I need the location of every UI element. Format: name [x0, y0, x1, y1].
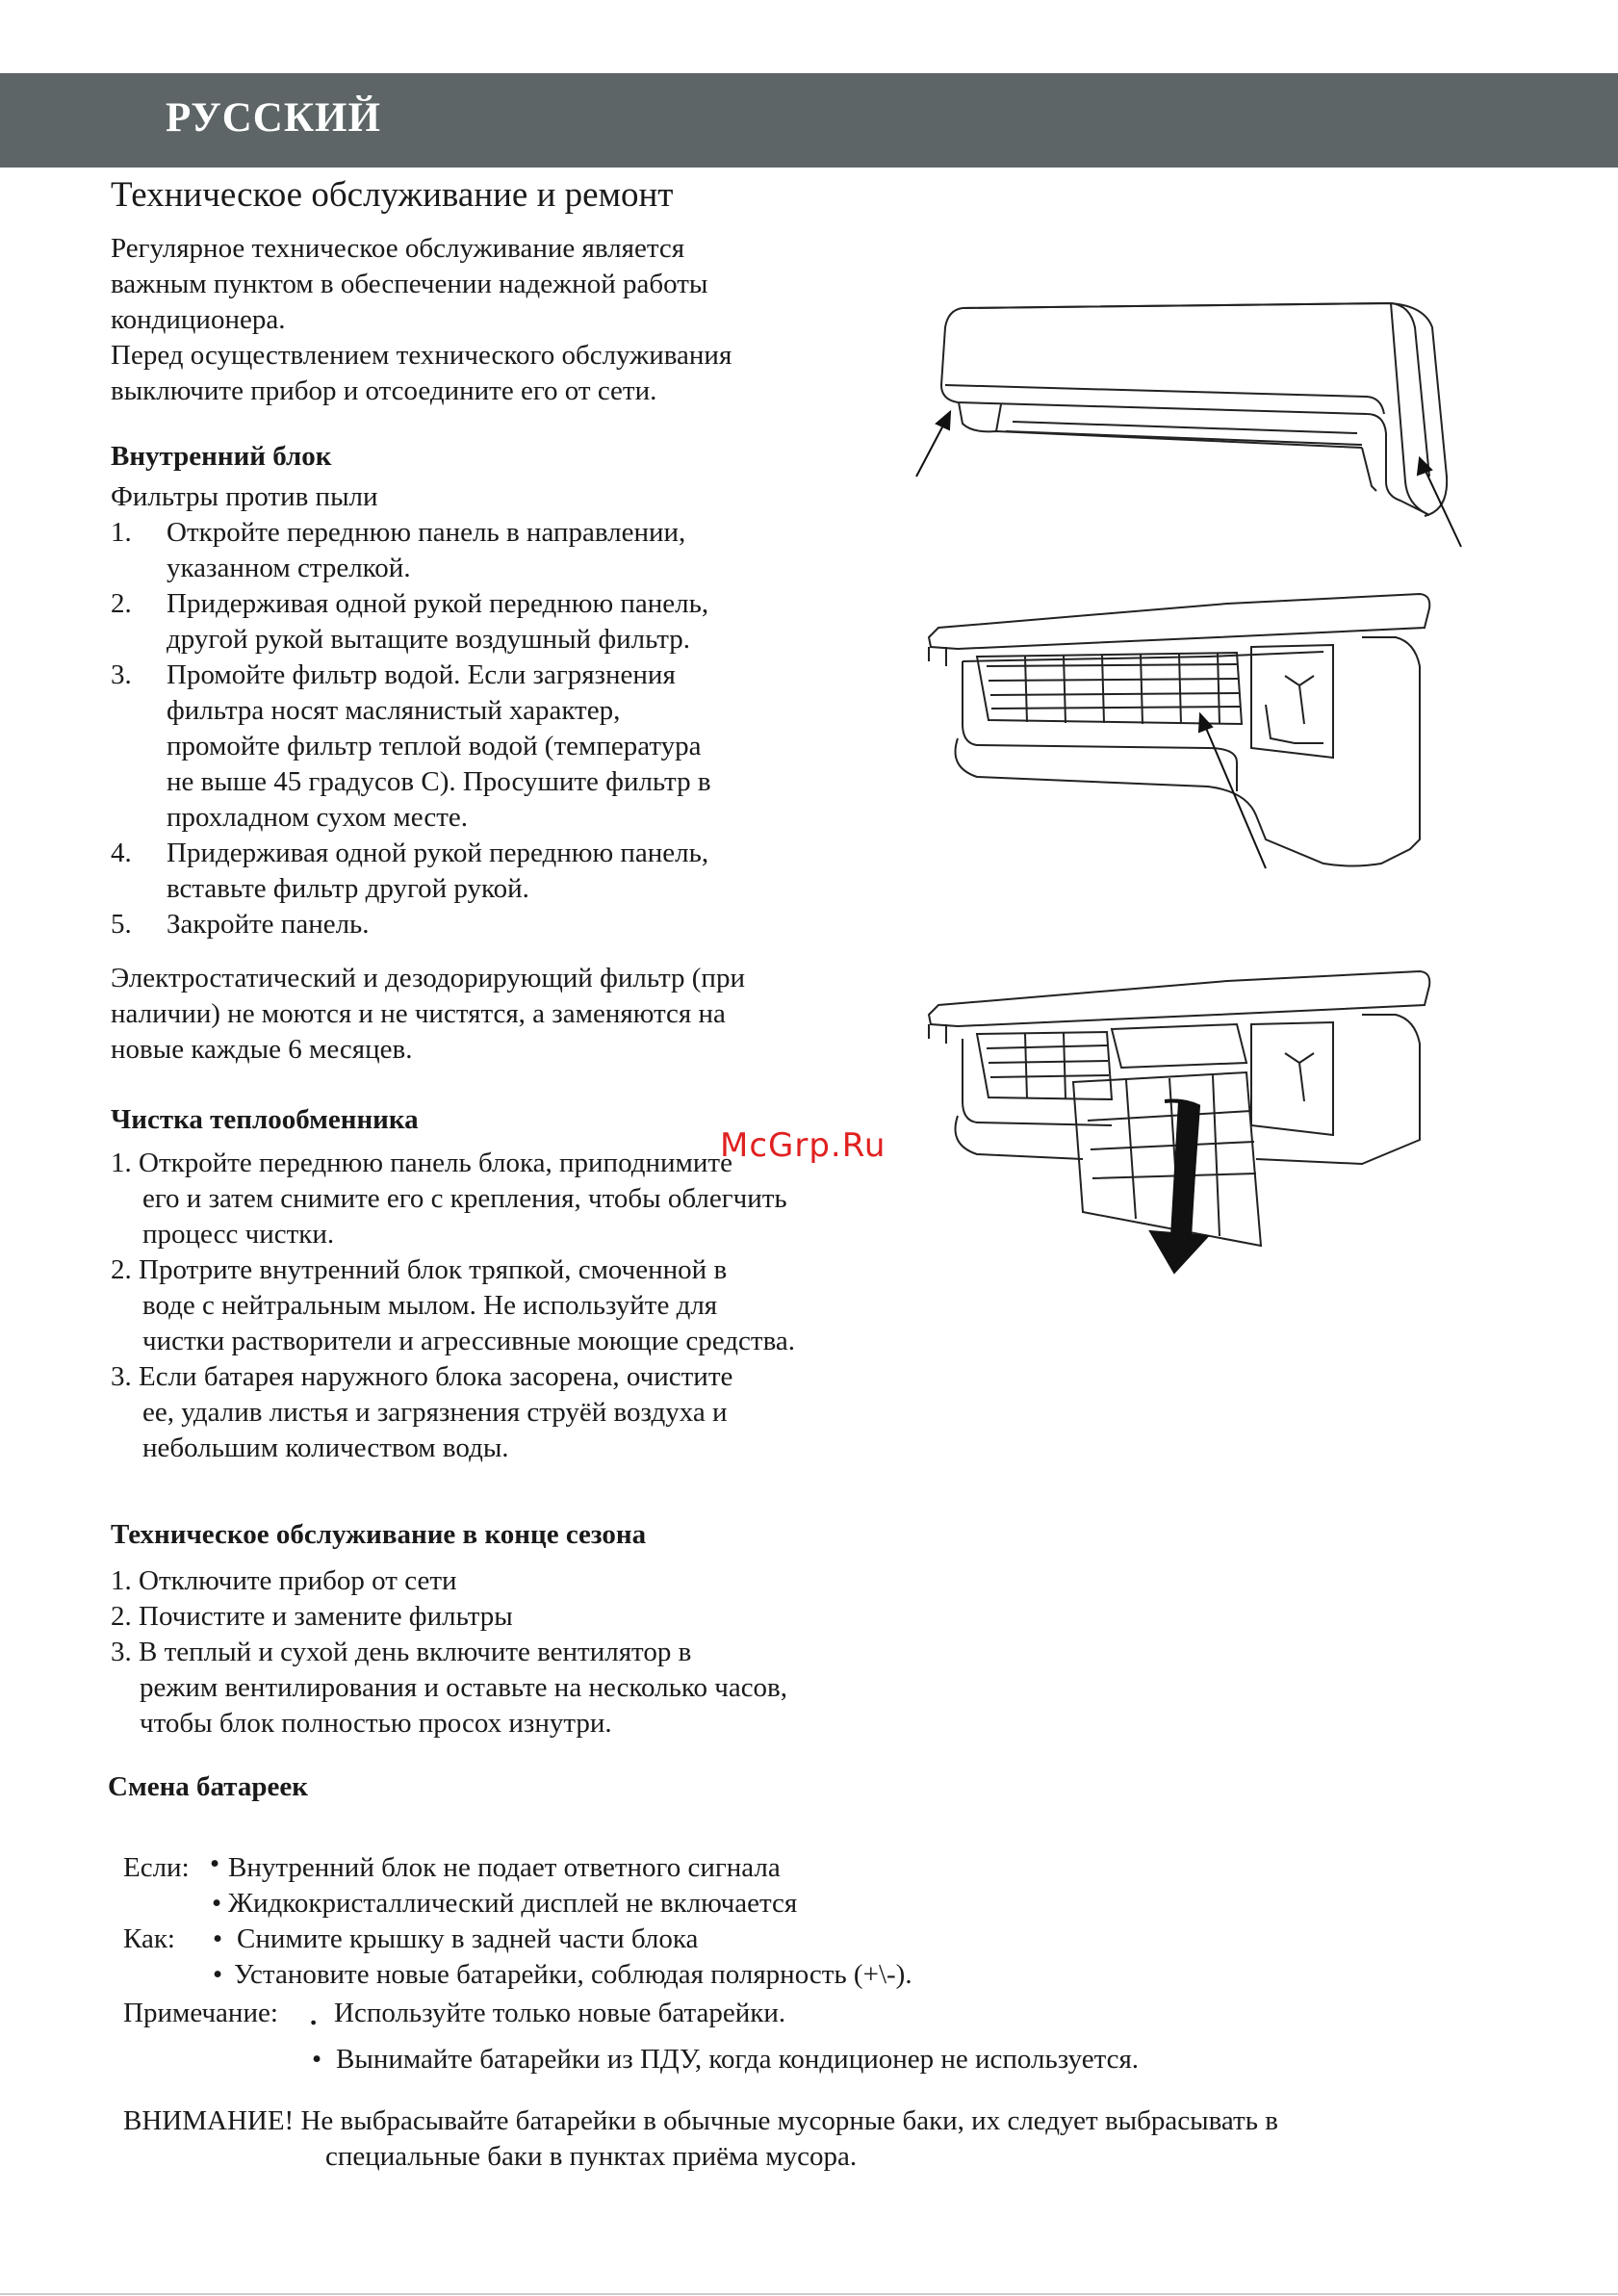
arrow-line	[916, 422, 945, 477]
warning-line: ВНИМАНИЕ! Не выбрасывайте батарейки в обычные мусорные баки, их следует выбрасывать в	[123, 2105, 1278, 2136]
filter-note-line: новые каждые 6 месяцев.	[111, 1034, 413, 1065]
how-item: Установите новые батарейки, соблюдая полярность (+\-).	[234, 1959, 912, 1990]
list-number: 1.	[111, 517, 132, 548]
list-item-text: 1. Откройте переднюю панель блока, приподнимите	[111, 1148, 732, 1178]
down-arrow-icon	[1150, 1101, 1208, 1273]
language-header	[0, 73, 1618, 168]
section-heading-heat-exchanger: Чистка теплообменника	[111, 1104, 419, 1135]
list-item-text: не выше 45 градусов С). Просушите фильтр в	[167, 766, 711, 797]
bullet: •	[213, 1923, 223, 1954]
list-item-text: Придерживая одной рукой переднюю панель,	[167, 588, 709, 619]
filter-note-line: Электростатический и дезодорирующий фильтр (при	[111, 963, 745, 993]
if-item: Жидкокристаллический дисплей не включается	[228, 1888, 798, 1919]
section-heading-batteries: Смена батареек	[108, 1771, 308, 1802]
section-heading-indoor: Внутренний блок	[111, 441, 332, 472]
bullet: •	[210, 1848, 220, 1879]
intro-line: выключите прибор и отсоедините его от сети.	[111, 375, 657, 406]
ac-unit-filter-removal-illustration	[919, 967, 1463, 1275]
list-item-text: Придерживая одной рукой переднюю панель,	[167, 838, 709, 868]
list-number: 5.	[111, 909, 132, 940]
list-item-text: 1. Отключите прибор от сети	[111, 1565, 457, 1596]
list-number: 3.	[111, 659, 132, 690]
page-title: Техническое обслуживание и ремонт	[111, 175, 674, 215]
list-item-text: 3. В теплый и сухой день включите вентилятор в	[111, 1637, 692, 1667]
list-item-text: промойте фильтр теплой водой (температура	[167, 731, 702, 761]
list-item-text: Откройте переднюю панель в направлении,	[167, 517, 686, 548]
list-item-text: его и затем снимите его с крепления, чтобы облегчить	[142, 1183, 787, 1214]
list-item-text: чистки растворители и агрессивные моющие средства.	[142, 1326, 796, 1356]
warning-line: специальные баки в пунктах приёма мусора.	[325, 2141, 858, 2172]
list-item-text: чтобы блок полностью просох изнутри.	[140, 1708, 612, 1739]
section-heading-season-end: Техническое обслуживание в конце сезона	[111, 1519, 647, 1550]
intro-line: важным пунктом в обеспечении надежной работы	[111, 269, 708, 299]
if-label: Если:	[123, 1852, 190, 1883]
list-item-text: Закройте панель.	[167, 909, 370, 940]
how-label: Как:	[123, 1923, 175, 1954]
ac-unit-closed-illustration	[905, 289, 1463, 558]
intro-line: кондиционера.	[111, 304, 286, 335]
bullet: .	[310, 2000, 318, 2031]
filter-note-line: наличии) не моются и не чистятся, а заменяются на	[111, 998, 726, 1029]
list-item-text: воде с нейтральным мылом. Не используйте для	[142, 1290, 718, 1321]
bullet: •	[212, 1888, 222, 1919]
intro-line: Регулярное техническое обслуживание является	[111, 233, 685, 264]
list-number: 4.	[111, 838, 132, 868]
ac-unit-open-panel-illustration	[919, 589, 1463, 878]
list-item-text: указанном стрелкой.	[167, 553, 411, 583]
list-item-text: 2. Почистите и замените фильтры	[111, 1601, 513, 1632]
note-item: Вынимайте батарейки из ПДУ, когда кондиционер не используется.	[336, 2044, 1140, 2075]
list-item-text: вставьте фильтр другой рукой.	[167, 873, 529, 904]
list-item-text: прохладном сухом месте.	[167, 802, 469, 833]
list-item-text: режим вентилирования и оставьте на несколько часов,	[140, 1672, 788, 1703]
arrow-head	[937, 412, 950, 429]
list-item-text: ее, удалив листья и загрязнения струёй воздуха и	[142, 1397, 728, 1428]
how-item: Снимите крышку в задней части блока	[237, 1923, 699, 1954]
list-item-text: другой рукой вытащите воздушный фильтр.	[167, 624, 691, 655]
list-item-text: 3. Если батарея наружного блока засорена, очистите	[111, 1361, 733, 1392]
note-label: Примечание:	[123, 1998, 278, 2028]
list-item-text: Промойте фильтр водой. Если загрязнения	[167, 659, 676, 690]
list-item-text: 2. Протрите внутренний блок тряпкой, смоченной в	[111, 1254, 728, 1285]
list-item-text: небольшим количеством воды.	[142, 1432, 509, 1463]
language-title: РУССКИЙ	[166, 95, 381, 141]
note-item: Используйте только новые батарейки.	[334, 1998, 786, 2028]
subheading-dust-filters: Фильтры против пыли	[111, 481, 378, 512]
if-item: Внутренний блок не подает ответного сигнала	[228, 1852, 781, 1883]
bullet: •	[312, 2044, 322, 2075]
intro-line: Перед осуществлением технического обслуживания	[111, 340, 732, 371]
page-bottom-rule	[0, 2293, 1618, 2295]
watermark: McGrp.Ru	[720, 1126, 886, 1165]
arrow-line	[1205, 726, 1266, 868]
list-number: 2.	[111, 588, 132, 619]
bullet: •	[213, 1959, 223, 1990]
arrow-line	[1425, 469, 1461, 547]
list-item-text: процесс чистки.	[142, 1219, 335, 1250]
list-item-text: фильтра носят маслянистый характер,	[167, 695, 621, 726]
